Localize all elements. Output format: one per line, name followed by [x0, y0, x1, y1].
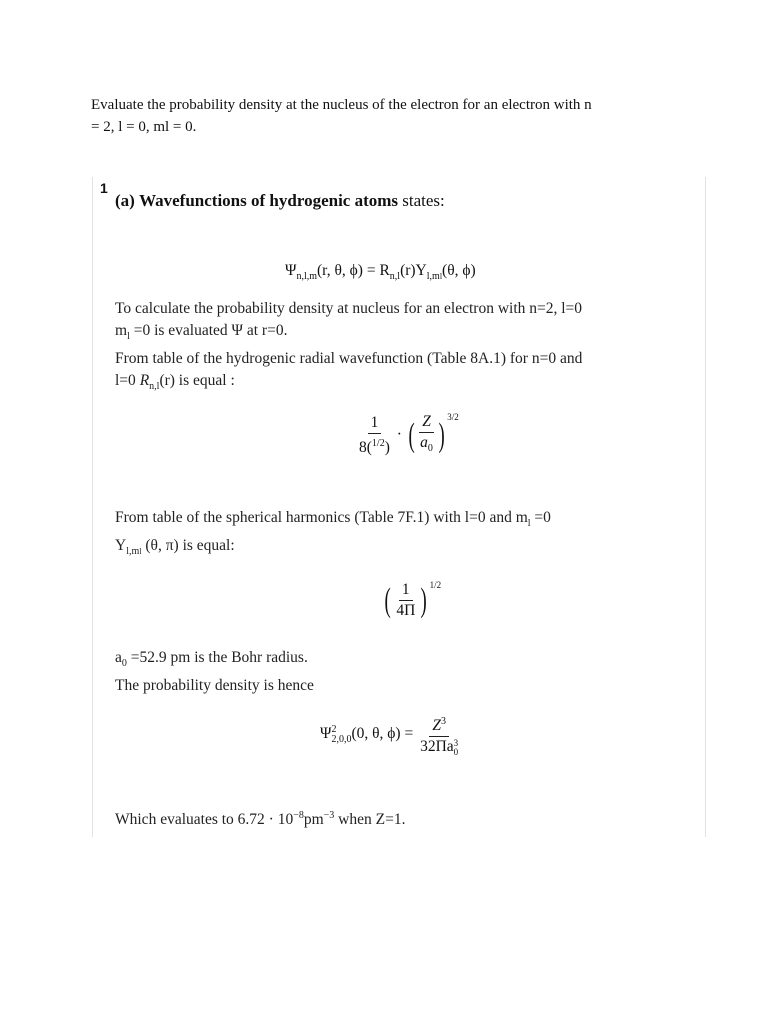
spherical-harmonic-equation: ( $\frac{1}{4\Pi}$ ) $^{1/2}$	[384, 580, 442, 619]
section-title-bold: Wavefunctions of hydrogenic atoms	[139, 191, 399, 210]
probability-density-equation: Ψ 2 2,0,0 (0, θ, ϕ) = $Z^3$ 32Πa 3 0	[320, 712, 461, 757]
density-fraction: $Z^3$ 32Πa 3 0	[417, 712, 461, 757]
question-line-1: Evaluate the probability density at the nucleus of the electron for an electron with n	[91, 97, 592, 113]
radial-fraction: $\frac{1}{8(^{1/2})}$	[359, 413, 390, 457]
section-title	[115, 191, 445, 211]
step-number: 1	[100, 180, 108, 196]
paragraph-calculation: To calculate the probability density at nucleus for an electron with n=2, l=0 $m_l =0$ is evaluated Ψ at r=0. From table of the hydrogenic radial wavefunction (Table 8A.1) for n=0 and l=0 $R_{n,l}(r)$ is equal :	[115, 300, 583, 393]
question-text	[91, 94, 691, 138]
wavefunction-equation: $\Psi_{n,l,m}(r$, θ, $\phi) = R_{n,l}(r)Y_{l,ml}(\theta$, ϕ)	[285, 262, 476, 283]
paragraph-result: Which evaluates to $6.72 \cdot 10^{-8}pm^{-3}$ when Z=1.	[115, 810, 406, 829]
section-title-suffix: states:	[402, 191, 445, 210]
z-over-a0-fraction: $\frac{Z}{a_0}$	[420, 413, 433, 455]
section-title-prefix: (a)	[115, 191, 135, 210]
paragraph-spherical-harmonics: From table of the spherical harmonics (Table 7F.1) with l=0 and $m_l =0$ $Y_{l,ml}$ (θ, π) is equal:	[115, 509, 551, 558]
radial-equation: $\frac{1}{8(^{1/2})}$ · ( $\frac{Z}{a_0}$ ) $^{3/2}$	[356, 412, 459, 459]
paragraph-bohr-radius: $a_0 =52.9$ pm is the Bohr radius. The probability density is hence	[115, 649, 314, 695]
question-line-2: = 2, l = 0, ml = 0.	[91, 119, 197, 135]
